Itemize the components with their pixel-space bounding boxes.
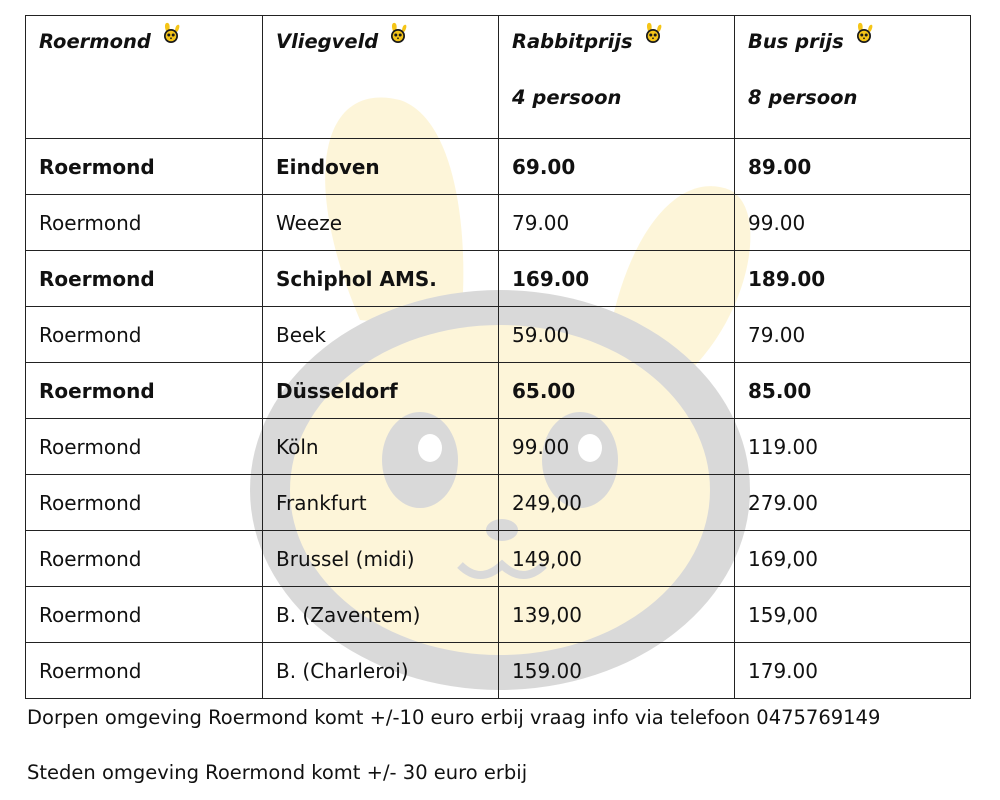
- bus-price-cell: 85.00: [735, 363, 971, 419]
- rabbit-price-cell: 65.00: [499, 363, 735, 419]
- bus-price-cell: 119.00: [735, 419, 971, 475]
- airport-cell: Eindoven: [263, 139, 499, 195]
- header-bus-price-label: Bus prijs: [748, 30, 844, 53]
- rabbit-price-cell: 79.00: [499, 195, 735, 251]
- price-table: [25, 15, 971, 699]
- rabbit-price-cell: 139,00: [499, 587, 735, 643]
- origin-cell: Roermond: [26, 139, 263, 195]
- origin-cell: Roermond: [26, 251, 263, 307]
- header-cell-origin: [26, 16, 263, 139]
- header-origin-sub: [39, 86, 262, 110]
- table-row: [26, 307, 971, 363]
- table-row: [26, 251, 971, 307]
- rabbit-price-cell: 159.00: [499, 643, 735, 699]
- airport-cell: Beek: [263, 307, 499, 363]
- table-row: [26, 587, 971, 643]
- rabbit-price-cell: 59.00: [499, 307, 735, 363]
- table-row: [26, 195, 971, 251]
- rabbit-mascot-icon: [854, 22, 874, 44]
- airport-cell: B. (Charleroi): [263, 643, 499, 699]
- bus-price-cell: 79.00: [735, 307, 971, 363]
- header-airport-sub: [276, 86, 498, 110]
- table-row: [26, 643, 971, 699]
- rabbit-price-cell: 99.00: [499, 419, 735, 475]
- origin-cell: Roermond: [26, 419, 263, 475]
- bus-price-cell: 89.00: [735, 139, 971, 195]
- airport-cell: Weeze: [263, 195, 499, 251]
- origin-cell: Roermond: [26, 363, 263, 419]
- header-rabbit-price-label: Rabbitprijs: [512, 30, 633, 53]
- bus-price-cell: 189.00: [735, 251, 971, 307]
- airport-cell: B. (Zaventem): [263, 587, 499, 643]
- note-villages: Dorpen omgeving Roermond komt +/-10 euro erbij vraag info via telefoon 0475769149: [27, 706, 881, 729]
- airport-cell: Brussel (midi): [263, 531, 499, 587]
- table-row: [26, 363, 971, 419]
- rabbit-price-cell: 69.00: [499, 139, 735, 195]
- origin-cell: Roermond: [26, 587, 263, 643]
- header-cell-rabbit-price: [499, 16, 735, 139]
- table-row: [26, 475, 971, 531]
- airport-cell: Frankfurt: [263, 475, 499, 531]
- airport-cell: Schiphol AMS.: [263, 251, 499, 307]
- bus-price-cell: 99.00: [735, 195, 971, 251]
- origin-cell: Roermond: [26, 531, 263, 587]
- note-cities: Steden omgeving Roermond komt +/- 30 euro erbij: [27, 761, 528, 784]
- header-cell-bus-price: [735, 16, 971, 139]
- bus-price-cell: 159,00: [735, 587, 971, 643]
- header-rabbit-price-sub: 4 persoon: [512, 86, 622, 109]
- table-row: [26, 419, 971, 475]
- bus-price-cell: 279.00: [735, 475, 971, 531]
- origin-cell: Roermond: [26, 195, 263, 251]
- header-airport-label: Vliegveld: [276, 30, 379, 53]
- bus-price-cell: 179.00: [735, 643, 971, 699]
- origin-cell: Roermond: [26, 307, 263, 363]
- rabbit-mascot-icon: [643, 22, 663, 44]
- bus-price-cell: 169,00: [735, 531, 971, 587]
- rabbit-mascot-icon: [388, 22, 408, 44]
- header-bus-price-sub: 8 persoon: [748, 86, 858, 109]
- origin-cell: Roermond: [26, 643, 263, 699]
- airport-cell: Düsseldorf: [263, 363, 499, 419]
- table-row: [26, 531, 971, 587]
- header-cell-airport: [263, 16, 499, 139]
- header-origin-label: Roermond: [39, 30, 151, 53]
- airport-cell: Köln: [263, 419, 499, 475]
- rabbit-price-cell: 249,00: [499, 475, 735, 531]
- rabbit-price-cell: 169.00: [499, 251, 735, 307]
- table-header-row: [26, 16, 971, 139]
- rabbit-price-cell: 149,00: [499, 531, 735, 587]
- origin-cell: Roermond: [26, 475, 263, 531]
- rabbit-mascot-icon: [161, 22, 181, 44]
- table-row: [26, 139, 971, 195]
